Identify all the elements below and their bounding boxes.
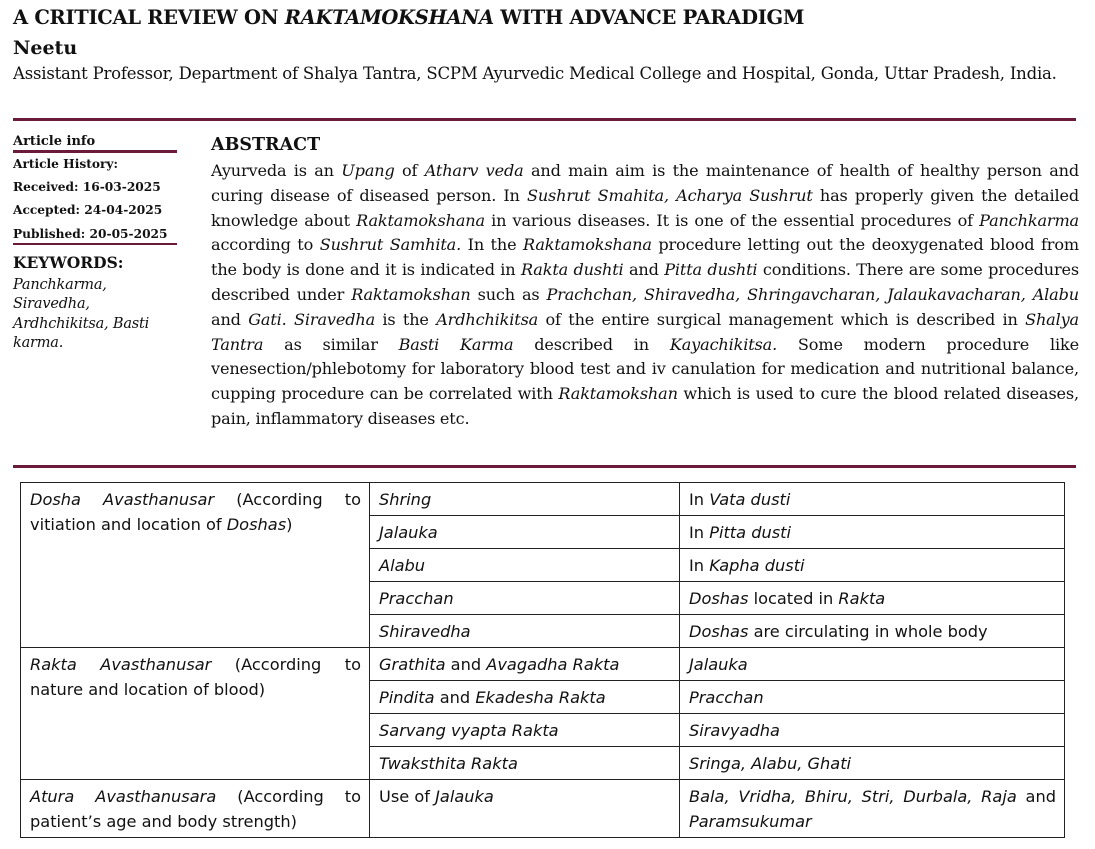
abstract-text-segment: and [623,260,665,280]
abstract-text-segment: has properly given the detailed knowledge about [211,185,1079,230]
procedure-segment: and [445,655,487,674]
category-cell [21,648,370,780]
category-segment: (According to nature and location of blood) [30,655,362,699]
indication-cell [680,747,1065,780]
indication-segment: Sringa, Alabu, Ghati [689,754,852,773]
abstract-text-segment: Raktamokshana [356,210,485,230]
category-segment: Doshas [226,515,287,534]
abstract-text-segment: Sushrut Smahita, Acharya Sushrut [526,185,813,205]
category-segment: Rakta Avasthanusar [30,655,212,674]
indication-segment: Doshas [689,622,749,641]
title-part-1: A CRITICAL REVIEW ON [13,6,285,29]
indication-cell [680,714,1065,747]
category-segment: ) [286,515,293,534]
header-divider [13,118,1076,121]
indication-segment: In [689,523,710,542]
indication-segment: Kapha dusti [709,556,805,575]
indication-segment: Pitta dusti [709,523,792,542]
procedure-segment: Alabu [379,556,426,575]
abstract-text-segment: Upang [341,161,395,180]
procedure-segment: Pindita [379,688,435,707]
indication-cell [680,483,1065,516]
abstract-section [211,133,1079,432]
abstract-text-segment: Panchkarma [979,210,1079,230]
indication-cell [680,780,1065,838]
indication-segment: Pracchan [689,688,764,707]
indication-segment: In [689,556,710,575]
article-title [13,4,1083,34]
indication-segment: located in [748,589,839,608]
abstract-text-segment: Rakta dushti [520,260,624,280]
keywords-divider [13,243,177,245]
indication-segment: Vata dusti [709,490,791,509]
abstract-text-segment: conditions. There are some procedures described under [211,260,1079,304]
abstract-text-segment: and [211,309,249,329]
article-history-label: Article History: [13,157,118,171]
abstract-text-segment: Prachchan, Shiravedha, Shringavcharan, Jalaukavacharan, Alabu [546,284,1079,304]
published-date: Published: 20-05-2025 [13,226,168,241]
abstract-text-segment: such as [470,284,547,304]
table-row [21,648,1065,681]
indication-segment: Doshas [689,589,749,608]
procedure-cell [370,582,680,615]
category-cell [21,483,370,648]
procedure-segment: Jalauka [379,523,438,542]
procedure-cell [370,714,680,747]
abstract-text-segment: Ayurveda is an [211,161,342,180]
abstract-heading: ABSTRACT [211,135,321,155]
abstract-text-segment: Raktamokshan [351,284,471,304]
indication-cell [680,516,1065,549]
abstract-text-segment: which is used to cure the blood related diseases, pain, inflammatory diseases etc. [211,384,1079,428]
procedure-segment: Sarvang vyapta Rakta [379,721,559,740]
procedure-cell [370,648,680,681]
procedure-segment: Shring [379,490,432,509]
category-segment: Dosha Avasthanusar [30,490,215,509]
abstract-text-segment: Raktamokshana [523,235,652,255]
procedure-segment: Pracchan [379,589,454,608]
abstract-text-segment: and main aim is the maintenance of health of healthy person and curing disease of diseased person. In [211,161,1080,205]
abstract-text-segment: Raktamokshan [558,384,678,404]
indication-cell [680,549,1065,582]
indication-segment: Bala, Vridha, Bhiru, Stri, Durbala, Raja [689,787,1017,806]
procedure-cell [370,747,680,780]
indication-cell [680,582,1065,615]
indication-segment: Rakta [838,589,886,608]
indication-segment: are circulating in whole body [748,622,988,641]
table-row [21,780,1065,838]
indication-segment: In [689,490,710,509]
abstract-text-segment: Gati. [248,309,287,329]
category-segment: (According to patient’s age and body strength) [30,787,361,831]
abstract-text-segment: described in [513,334,670,354]
abstract-text-segment: according to [211,235,320,255]
abstract-text-segment: of the entire surgical management which is described in [538,309,1026,329]
procedure-segment: Jalauka [435,787,494,806]
procedure-segment: and [434,688,476,707]
article-info-panel [13,133,179,354]
indication-segment: and [1016,787,1056,806]
abstract-text-segment: Some modern procedure like venesection/phlebotomy for laboratory blood test and iv canulation for medication and nutritional balance, cupping procedure can be correlated with [211,334,1079,404]
procedure-cell [370,516,680,549]
procedure-cell [370,483,680,516]
indication-segment: Paramsukumar [689,812,812,831]
procedure-segment: Twaksthita Rakta [379,754,518,773]
title-part-2: RAKTAMOKSHANA [284,6,494,29]
procedure-cell [370,681,680,714]
category-segment: (According to vitiation and location of [30,490,362,534]
abstract-text-segment: is the [375,309,437,329]
abstract-text-segment: Basti Karma [398,334,514,354]
accepted-date: Accepted: 24-04-2025 [13,203,163,218]
procedure-segment: Grathita [379,655,446,674]
abstract-text-segment: Ardhchikitsa [436,309,539,329]
procedure-segment: Shiravedha [379,622,471,641]
procedure-segment: Ekadesha Rakta [475,688,606,707]
procedure-cell [370,615,680,648]
received-date: Received: 16-03-2025 [13,180,161,195]
indication-segment: Siravyadha [689,721,780,740]
indication-cell [680,648,1065,681]
abstract-text [211,159,1079,432]
abstract-text-segment: Pitta dushti [664,260,758,280]
abstract-text-segment: as similar [263,334,399,354]
article-info-heading: Article info [13,134,96,149]
table-row [21,483,1065,516]
indication-cell [680,681,1065,714]
author-name: Neetu [13,37,78,59]
abstract-text-segment: In the [461,235,523,255]
abstract-text-segment: Shalya Tantra [211,309,1079,354]
abstract-text-segment: Atharv veda [424,161,524,180]
procedure-cell [370,780,680,838]
title-part-3: WITH ADVANCE PARADIGM [493,6,805,29]
abstract-text-segment: of [394,161,425,180]
abstract-text-segment: procedure letting out the deoxygenated blood from the body is done and it is indicated in [211,235,1079,280]
category-cell [21,780,370,838]
procedure-segment: Use of [379,787,436,806]
abstract-text-segment: in various diseases. It is one of the essential procedures of [484,210,980,230]
abstract-text-segment: Siravedha [294,309,376,329]
raktamokshana-classification-table [20,482,1065,838]
keywords-list: Panchkarma, Siravedha, Ardhchikitsa, Basti karma. [13,276,150,352]
abstract-text-segment: Sushrut Samhita. [319,235,462,255]
article-info-divider [13,150,177,153]
keywords-heading: KEYWORDS: [13,252,124,272]
procedure-cell [370,549,680,582]
article-header [13,4,1083,85]
abstract-text-segment [287,310,294,329]
indication-segment: Jalauka [689,655,748,674]
abstract-divider [13,465,1076,468]
author-affiliation: Assistant Professor, Department of Shalya Tantra, SCPM Ayurvedic Medical College and Hospital, Gonda, Uttar Pradesh, India. [13,64,1057,83]
indication-cell [680,615,1065,648]
category-segment: Atura Avasthanusara [30,787,217,806]
procedure-segment: Avagadha Rakta [486,655,620,674]
abstract-text-segment: Kayachikitsa. [669,334,778,354]
